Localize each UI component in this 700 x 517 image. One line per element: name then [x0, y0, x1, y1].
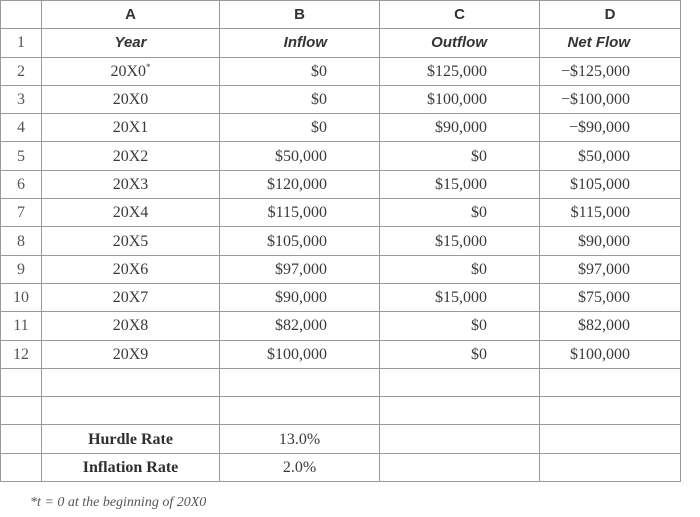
table-row [1, 227, 681, 255]
column-letter-a: A [42, 1, 220, 29]
corner-cell [1, 1, 42, 29]
year-cell [42, 283, 220, 311]
column-header: Net Flow [540, 29, 681, 57]
column-letter-c: C [380, 1, 540, 29]
column-name-row [1, 29, 681, 57]
empty-cell [540, 453, 681, 481]
year-cell [42, 85, 220, 113]
empty-row [1, 368, 681, 396]
row-number: 10 [1, 283, 42, 311]
table-row [1, 57, 681, 85]
row-number: 5 [1, 142, 42, 170]
net-flow-cell: $90,000 [540, 227, 681, 255]
year-value: 20X5 [112, 232, 149, 250]
year-cell [42, 114, 220, 142]
year-value: 20X3 [112, 175, 149, 193]
row-number: 2 [1, 57, 42, 85]
net-flow-cell: $50,000 [540, 142, 681, 170]
net-flow-cell: $97,000 [540, 255, 681, 283]
inflow-cell: $105,000 [220, 227, 380, 255]
table-row [1, 199, 681, 227]
column-letter-d: D [540, 1, 681, 29]
year-value: 20X0 [112, 91, 149, 109]
row-number: 9 [1, 255, 42, 283]
outflow-cell: $0 [380, 199, 540, 227]
year-value: 20X4 [112, 204, 149, 222]
parameter-label: Hurdle Rate [42, 425, 220, 453]
outflow-cell: $15,000 [380, 170, 540, 198]
empty-cell [380, 368, 540, 396]
outflow-cell: $0 [380, 142, 540, 170]
parameter-row [1, 425, 681, 453]
empty-cell [380, 425, 540, 453]
footnote: *t = 0 at the beginning of 20X0 [30, 495, 207, 510]
inflow-cell: $82,000 [220, 312, 380, 340]
row-number: 12 [1, 340, 42, 368]
empty-cell [42, 397, 220, 425]
year-cell [42, 312, 220, 340]
year-value: 20X9 [112, 345, 149, 363]
inflow-cell: $100,000 [220, 340, 380, 368]
column-letter-b: B [220, 1, 380, 29]
row-number: 7 [1, 199, 42, 227]
outflow-cell: $15,000 [380, 227, 540, 255]
inflow-cell: $50,000 [220, 142, 380, 170]
empty-cell [380, 397, 540, 425]
net-flow-cell: −$90,000 [540, 114, 681, 142]
outflow-cell: $90,000 [380, 114, 540, 142]
table-row [1, 170, 681, 198]
year-cell [42, 255, 220, 283]
year-cell [42, 227, 220, 255]
row-number: 11 [1, 312, 42, 340]
empty-cell [1, 397, 42, 425]
year-value: 20X1 [112, 119, 149, 137]
outflow-cell: $0 [380, 340, 540, 368]
table-row [1, 283, 681, 311]
column-letter-row [1, 1, 681, 29]
footnote-marker: * [146, 61, 151, 72]
row-number: 6 [1, 170, 42, 198]
year-value: 20X7 [112, 289, 149, 307]
inflow-cell: $0 [220, 85, 380, 113]
outflow-cell: $0 [380, 312, 540, 340]
net-flow-cell: $105,000 [540, 170, 681, 198]
year-cell [42, 142, 220, 170]
row-number: 1 [1, 29, 42, 57]
empty-cell [540, 397, 681, 425]
column-header: Outflow [380, 29, 540, 57]
table-row [1, 142, 681, 170]
outflow-cell: $15,000 [380, 283, 540, 311]
empty-cell [220, 368, 380, 396]
outflow-cell: $125,000 [380, 57, 540, 85]
empty-cell [1, 453, 42, 481]
empty-cell [42, 368, 220, 396]
empty-cell [540, 368, 681, 396]
inflow-cell: $0 [220, 114, 380, 142]
empty-cell [540, 425, 681, 453]
table-row [1, 255, 681, 283]
year-value: 20X2 [112, 147, 149, 165]
column-header: Year [42, 29, 220, 57]
parameter-value: 2.0% [220, 453, 380, 481]
net-flow-cell: $75,000 [540, 283, 681, 311]
table-row [1, 340, 681, 368]
inflow-cell: $90,000 [220, 283, 380, 311]
empty-cell [1, 368, 42, 396]
net-flow-cell: −$125,000 [540, 57, 681, 85]
inflow-cell: $97,000 [220, 255, 380, 283]
year-value: 20X6 [112, 260, 149, 278]
year-value: 20X8 [112, 317, 149, 335]
row-number: 4 [1, 114, 42, 142]
year-cell [42, 199, 220, 227]
net-flow-cell: $115,000 [540, 199, 681, 227]
table-row [1, 312, 681, 340]
parameter-value: 13.0% [220, 425, 380, 453]
parameter-row [1, 453, 681, 481]
year-cell [42, 340, 220, 368]
net-flow-cell: $100,000 [540, 340, 681, 368]
outflow-cell: $100,000 [380, 85, 540, 113]
table-row [1, 85, 681, 113]
row-number: 8 [1, 227, 42, 255]
table-row [1, 114, 681, 142]
empty-cell [220, 397, 380, 425]
net-flow-cell: −$100,000 [540, 85, 681, 113]
net-flow-cell: $82,000 [540, 312, 681, 340]
year-value: 20X0 [110, 62, 147, 80]
row-number: 3 [1, 85, 42, 113]
empty-cell [380, 453, 540, 481]
parameter-label: Inflation Rate [42, 453, 220, 481]
empty-row [1, 397, 681, 425]
year-cell [42, 57, 220, 85]
empty-cell [1, 425, 42, 453]
inflow-cell: $120,000 [220, 170, 380, 198]
outflow-cell: $0 [380, 255, 540, 283]
year-cell [42, 170, 220, 198]
inflow-cell: $0 [220, 57, 380, 85]
inflow-cell: $115,000 [220, 199, 380, 227]
column-header: Inflow [220, 29, 380, 57]
